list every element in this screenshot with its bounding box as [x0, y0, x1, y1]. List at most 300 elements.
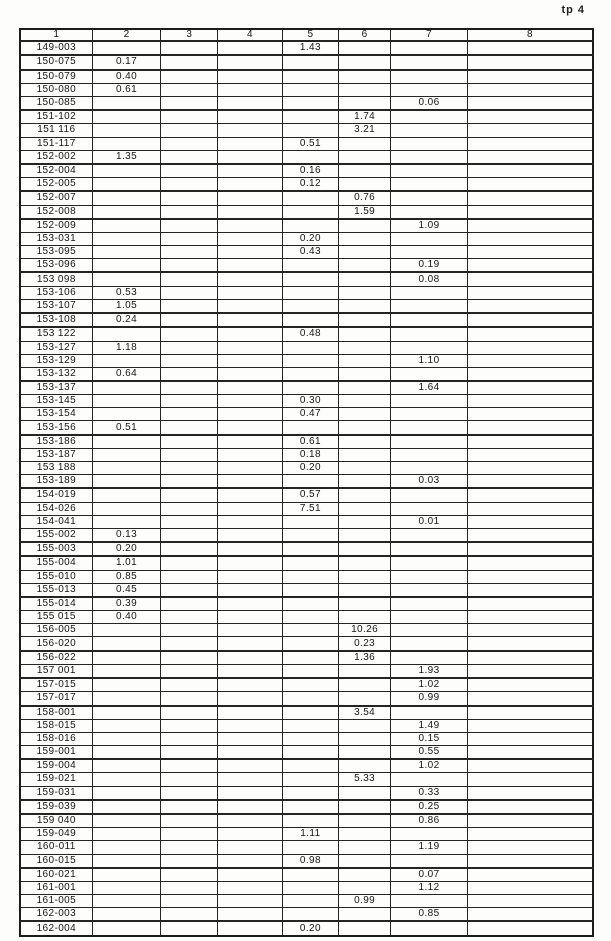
value-cell [339, 515, 391, 528]
value-cell [339, 70, 391, 84]
value-cell [161, 556, 218, 570]
value-cell [391, 205, 468, 219]
value-cell [467, 421, 593, 435]
value-cell [391, 83, 468, 96]
value-cell [161, 110, 218, 124]
value-cell [218, 435, 283, 449]
table-row [20, 678, 593, 692]
table-row [20, 341, 593, 354]
value-cell: 1.09 [391, 219, 468, 233]
value-cell [391, 773, 468, 786]
value-cell [467, 841, 593, 854]
value-cell [282, 841, 338, 854]
table-row [20, 408, 593, 421]
value-cell [161, 841, 218, 854]
table-row [20, 96, 593, 110]
value-cell [282, 299, 338, 313]
value-cell [218, 868, 283, 882]
value-cell [218, 137, 283, 150]
value-cell [467, 448, 593, 461]
value-cell [92, 502, 161, 515]
value-cell [339, 150, 391, 164]
table-row [20, 814, 593, 828]
row-id-cell: 153-106 [20, 286, 92, 299]
row-id-cell: 155-014 [20, 597, 92, 611]
value-cell [161, 895, 218, 908]
table-row [20, 502, 593, 515]
value-cell [339, 759, 391, 773]
value-cell [339, 719, 391, 732]
value-cell [282, 286, 338, 299]
value-cell [218, 219, 283, 233]
table-row [20, 637, 593, 651]
value-cell [161, 299, 218, 313]
value-cell [161, 637, 218, 651]
row-id-cell: 153-096 [20, 259, 92, 273]
table-row [20, 611, 593, 624]
value-cell: 1.35 [92, 150, 161, 164]
table-row [20, 692, 593, 706]
value-cell [467, 395, 593, 408]
value-cell [161, 191, 218, 205]
row-id-cell: 154-041 [20, 515, 92, 528]
value-cell [161, 367, 218, 381]
value-cell [339, 732, 391, 745]
value-cell [467, 41, 593, 55]
value-cell [161, 354, 218, 367]
value-cell [92, 515, 161, 528]
table-row [20, 651, 593, 665]
table-row [20, 219, 593, 233]
value-cell [339, 570, 391, 583]
row-id-cell: 152-008 [20, 205, 92, 219]
value-cell [467, 502, 593, 515]
value-cell [282, 611, 338, 624]
table-row [20, 137, 593, 150]
value-cell: 1.02 [391, 759, 468, 773]
value-cell [339, 367, 391, 381]
value-cell [467, 150, 593, 164]
value-cell [161, 395, 218, 408]
value-cell [218, 41, 283, 55]
value-cell [161, 475, 218, 489]
value-cell [218, 786, 283, 800]
value-cell [161, 732, 218, 745]
value-cell: 0.23 [339, 637, 391, 651]
value-cell [339, 908, 391, 922]
value-cell [282, 124, 338, 137]
table-row [20, 570, 593, 583]
value-cell [282, 191, 338, 205]
value-cell [92, 881, 161, 894]
value-cell [391, 232, 468, 245]
table-row [20, 462, 593, 475]
value-cell [467, 800, 593, 814]
value-cell [391, 191, 468, 205]
value-cell [282, 895, 338, 908]
value-cell [467, 191, 593, 205]
value-cell [161, 908, 218, 922]
value-cell [282, 786, 338, 800]
value-cell: 0.15 [391, 732, 468, 745]
value-cell [282, 678, 338, 692]
value-cell [92, 719, 161, 732]
value-cell [282, 205, 338, 219]
value-cell [467, 881, 593, 894]
value-cell [218, 908, 283, 922]
row-id-cell: 155 015 [20, 611, 92, 624]
value-cell [467, 246, 593, 259]
value-cell: 1.36 [339, 651, 391, 665]
value-cell [161, 651, 218, 665]
table-row [20, 556, 593, 570]
value-cell [161, 678, 218, 692]
value-cell: 0.51 [92, 421, 161, 435]
value-cell [282, 908, 338, 922]
value-cell [467, 272, 593, 286]
table-row [20, 597, 593, 611]
value-cell [282, 814, 338, 828]
table-row [20, 881, 593, 894]
value-cell [282, 542, 338, 556]
value-cell: 0.86 [391, 814, 468, 828]
value-cell [218, 70, 283, 84]
row-id-cell: 159-004 [20, 759, 92, 773]
value-cell [282, 70, 338, 84]
value-cell [218, 706, 283, 720]
value-cell [218, 921, 283, 936]
row-id-cell: 162-003 [20, 908, 92, 922]
value-cell [282, 745, 338, 759]
row-id-cell: 158-015 [20, 719, 92, 732]
table-row [20, 327, 593, 341]
value-cell [161, 286, 218, 299]
table-row [20, 542, 593, 556]
value-cell [218, 83, 283, 96]
row-id-cell: 153-186 [20, 435, 92, 449]
value-cell [467, 137, 593, 150]
value-cell [467, 921, 593, 936]
row-id-cell: 159-001 [20, 745, 92, 759]
row-id-cell: 156-005 [20, 624, 92, 637]
value-cell [467, 232, 593, 245]
value-cell [282, 259, 338, 273]
value-cell [339, 164, 391, 178]
value-cell [218, 327, 283, 341]
value-cell: 0.47 [282, 408, 338, 421]
table-row [20, 191, 593, 205]
value-cell [339, 488, 391, 502]
value-cell [218, 624, 283, 637]
value-cell [161, 219, 218, 233]
value-cell [339, 96, 391, 110]
value-cell [391, 435, 468, 449]
value-cell [339, 41, 391, 55]
value-cell [161, 462, 218, 475]
page-annotation: tp 4 [561, 4, 585, 16]
value-cell [339, 341, 391, 354]
value-cell [92, 814, 161, 828]
value-cell [218, 611, 283, 624]
value-cell: 0.85 [391, 908, 468, 922]
row-id-cell: 153-156 [20, 421, 92, 435]
row-id-cell: 153-187 [20, 448, 92, 461]
row-id-cell: 153 122 [20, 327, 92, 341]
value-cell [467, 854, 593, 868]
value-cell [339, 421, 391, 435]
value-cell: 0.45 [92, 583, 161, 597]
table-row [20, 773, 593, 786]
value-cell [218, 286, 283, 299]
table-row [20, 908, 593, 922]
value-cell [161, 570, 218, 583]
value-cell [467, 814, 593, 828]
value-cell [391, 41, 468, 55]
value-cell [161, 124, 218, 137]
table-row [20, 475, 593, 489]
value-cell [467, 96, 593, 110]
value-cell: 0.57 [282, 488, 338, 502]
value-cell [467, 515, 593, 528]
value-cell [92, 706, 161, 720]
row-id-cell: 152-007 [20, 191, 92, 205]
table-row [20, 706, 593, 720]
value-cell [218, 354, 283, 367]
value-cell [391, 421, 468, 435]
value-cell [218, 246, 283, 259]
value-cell [218, 664, 283, 678]
value-cell [218, 502, 283, 515]
value-cell [282, 706, 338, 720]
value-cell [92, 408, 161, 421]
value-cell [282, 313, 338, 327]
value-cell [339, 272, 391, 286]
value-cell: 0.16 [282, 164, 338, 178]
value-cell [339, 597, 391, 611]
table-row [20, 313, 593, 327]
value-cell [161, 814, 218, 828]
value-cell [161, 70, 218, 84]
table-row [20, 83, 593, 96]
value-cell: 0.24 [92, 313, 161, 327]
table-row [20, 719, 593, 732]
value-cell [391, 921, 468, 936]
value-cell [218, 488, 283, 502]
value-cell [391, 624, 468, 637]
value-cell: 0.25 [391, 800, 468, 814]
value-cell [92, 692, 161, 706]
value-cell [282, 597, 338, 611]
table-row [20, 421, 593, 435]
value-cell: 0.61 [92, 83, 161, 96]
value-cell: 1.10 [391, 354, 468, 367]
value-cell [391, 164, 468, 178]
row-id-cell: 159 040 [20, 814, 92, 828]
value-cell [218, 191, 283, 205]
value-cell [467, 83, 593, 96]
value-cell [391, 137, 468, 150]
value-cell [391, 488, 468, 502]
table-row [20, 759, 593, 773]
value-cell [467, 488, 593, 502]
value-cell [92, 637, 161, 651]
row-id-cell: 153-129 [20, 354, 92, 367]
value-cell [339, 299, 391, 313]
value-cell: 0.64 [92, 367, 161, 381]
value-cell [92, 841, 161, 854]
value-cell [391, 570, 468, 583]
value-cell [339, 83, 391, 96]
value-cell [218, 800, 283, 814]
value-cell [467, 706, 593, 720]
value-cell [92, 354, 161, 367]
value-cell [339, 178, 391, 192]
row-id-cell: 157-015 [20, 678, 92, 692]
value-cell [218, 597, 283, 611]
value-cell [218, 462, 283, 475]
value-cell [282, 664, 338, 678]
value-cell [282, 354, 338, 367]
value-cell [282, 272, 338, 286]
table-row [20, 854, 593, 868]
value-cell [467, 435, 593, 449]
value-cell: 0.03 [391, 475, 468, 489]
value-cell [218, 678, 283, 692]
value-cell [161, 706, 218, 720]
value-cell [218, 381, 283, 395]
value-cell [92, 759, 161, 773]
value-cell [391, 637, 468, 651]
column-header: 2 [92, 29, 161, 41]
table-row [20, 381, 593, 395]
value-cell: 0.39 [92, 597, 161, 611]
row-id-cell: 159-031 [20, 786, 92, 800]
value-cell [391, 462, 468, 475]
row-id-cell: 153-154 [20, 408, 92, 421]
value-cell: 0.17 [92, 55, 161, 69]
value-cell [218, 692, 283, 706]
value-cell [92, 435, 161, 449]
column-header: 4 [218, 29, 283, 41]
data-table [19, 28, 594, 937]
value-cell [92, 651, 161, 665]
value-cell [282, 719, 338, 732]
table-row [20, 895, 593, 908]
value-cell [391, 611, 468, 624]
value-cell [339, 137, 391, 150]
value-cell [218, 367, 283, 381]
value-cell [161, 205, 218, 219]
table-row [20, 624, 593, 637]
row-id-cell: 159-049 [20, 828, 92, 841]
value-cell [282, 868, 338, 882]
value-cell [282, 515, 338, 528]
value-cell [467, 205, 593, 219]
value-cell [218, 719, 283, 732]
value-cell [339, 542, 391, 556]
value-cell: 1.12 [391, 881, 468, 894]
table-row [20, 178, 593, 192]
value-cell [218, 854, 283, 868]
value-cell [282, 55, 338, 69]
value-cell: 0.40 [92, 70, 161, 84]
value-cell [391, 448, 468, 461]
value-cell [92, 664, 161, 678]
value-cell [161, 611, 218, 624]
value-cell [467, 178, 593, 192]
value-cell [218, 773, 283, 786]
value-cell: 1.18 [92, 341, 161, 354]
value-cell [218, 895, 283, 908]
value-cell [218, 475, 283, 489]
value-cell [339, 921, 391, 936]
table-row [20, 41, 593, 55]
value-cell [339, 448, 391, 461]
value-cell: 0.20 [282, 232, 338, 245]
value-cell [92, 110, 161, 124]
value-cell [339, 475, 391, 489]
value-cell [282, 624, 338, 637]
value-cell [161, 55, 218, 69]
value-cell [218, 110, 283, 124]
value-cell [339, 868, 391, 882]
value-cell [218, 164, 283, 178]
value-cell [467, 908, 593, 922]
value-cell: 0.48 [282, 327, 338, 341]
value-cell [92, 908, 161, 922]
value-cell [218, 395, 283, 408]
value-cell [218, 570, 283, 583]
value-cell [282, 381, 338, 395]
value-cell [92, 732, 161, 745]
value-cell: 1.74 [339, 110, 391, 124]
value-cell [467, 570, 593, 583]
value-cell [339, 327, 391, 341]
row-id-cell: 153 188 [20, 462, 92, 475]
value-cell [391, 395, 468, 408]
value-cell [161, 692, 218, 706]
value-cell [92, 191, 161, 205]
value-cell [218, 583, 283, 597]
value-cell [391, 651, 468, 665]
value-cell [467, 611, 593, 624]
row-id-cell: 162-004 [20, 921, 92, 936]
value-cell [467, 732, 593, 745]
value-cell [92, 475, 161, 489]
value-cell [339, 246, 391, 259]
table-row [20, 745, 593, 759]
row-id-cell: 150-085 [20, 96, 92, 110]
column-header: 8 [467, 29, 593, 41]
value-cell [218, 55, 283, 69]
value-cell [282, 732, 338, 745]
value-cell [161, 313, 218, 327]
value-cell [339, 828, 391, 841]
value-cell [92, 96, 161, 110]
value-cell: 0.43 [282, 246, 338, 259]
value-cell [391, 542, 468, 556]
value-cell [467, 678, 593, 692]
table-row [20, 164, 593, 178]
table-row [20, 150, 593, 164]
value-cell [161, 327, 218, 341]
value-cell [467, 327, 593, 341]
value-cell: 1.11 [282, 828, 338, 841]
value-cell [218, 341, 283, 354]
row-id-cell: 153-031 [20, 232, 92, 245]
table-row [20, 367, 593, 381]
value-cell [92, 828, 161, 841]
